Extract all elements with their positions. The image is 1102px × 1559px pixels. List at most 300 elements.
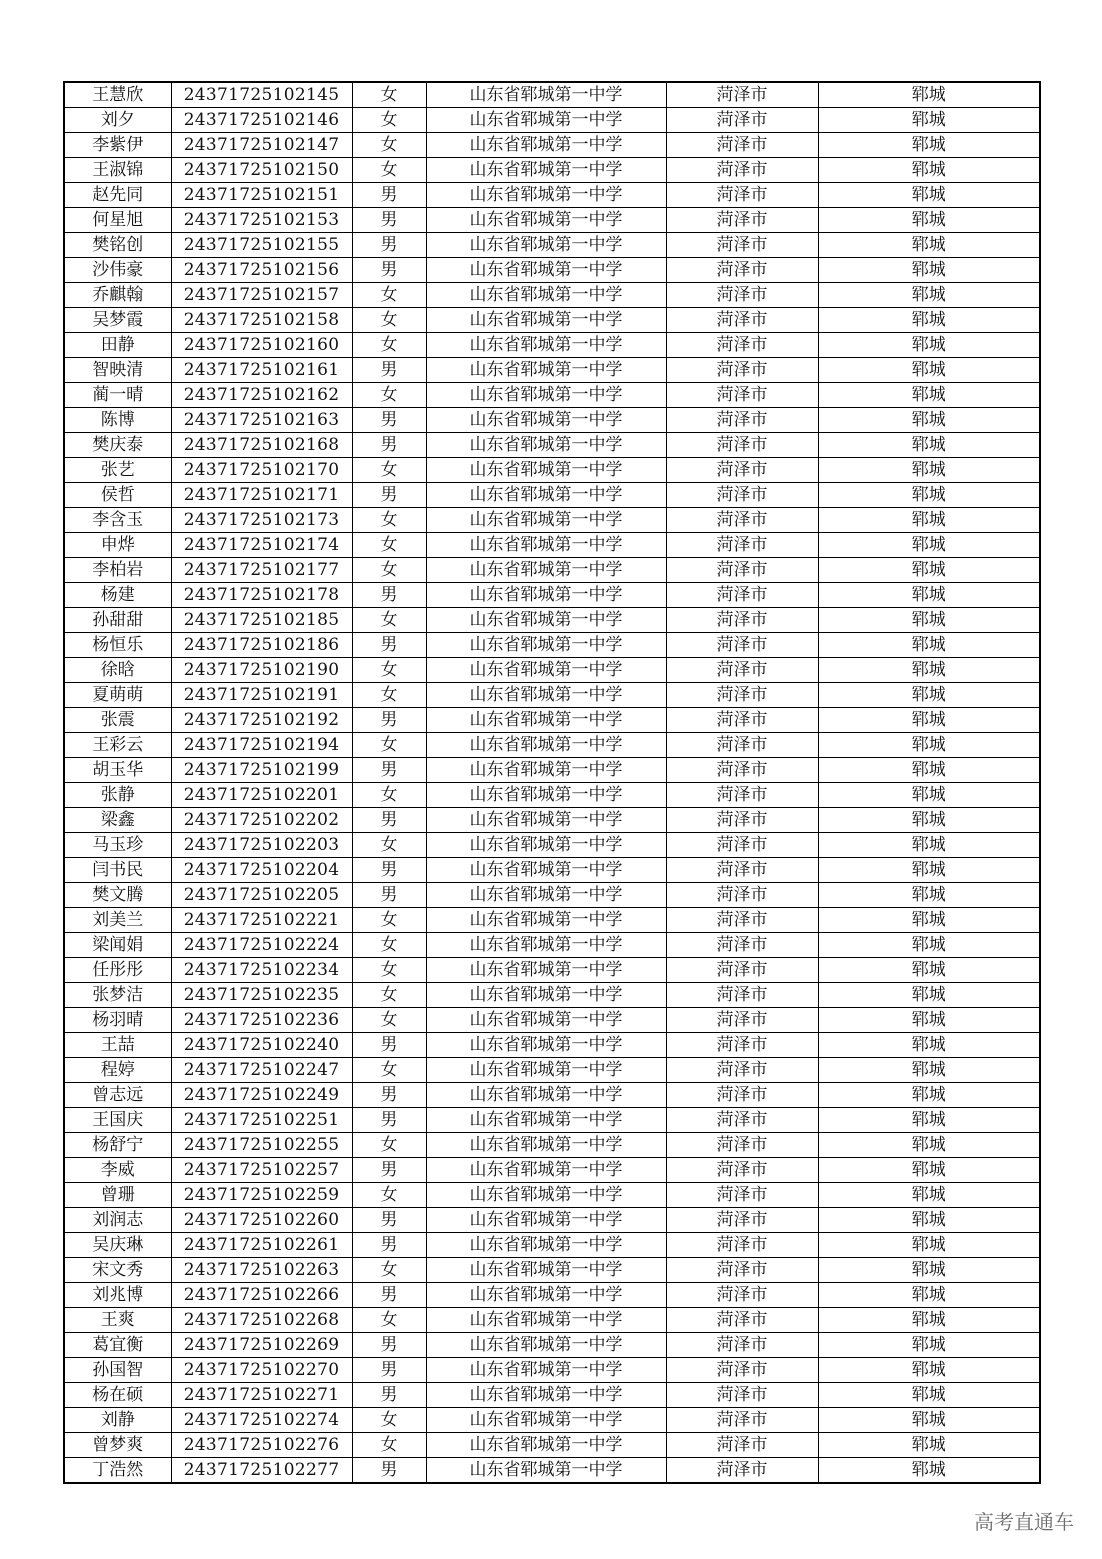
table-row xyxy=(64,1458,1040,1484)
cell-exam-id: 24371725102260 xyxy=(171,1208,352,1233)
cell-county: 郓城 xyxy=(818,758,1040,783)
cell-gender: 女 xyxy=(352,683,426,708)
cell-exam-id: 24371725102249 xyxy=(171,1083,352,1108)
cell-city: 菏泽市 xyxy=(666,858,818,883)
cell-school: 山东省郓城第一中学 xyxy=(426,208,666,233)
cell-city: 菏泽市 xyxy=(666,458,818,483)
cell-county: 郓城 xyxy=(818,533,1040,558)
cell-gender: 女 xyxy=(352,1433,426,1458)
cell-city: 菏泽市 xyxy=(666,1333,818,1358)
cell-city: 菏泽市 xyxy=(666,1108,818,1133)
table-row xyxy=(64,633,1040,658)
cell-name: 樊铭创 xyxy=(64,233,171,258)
cell-name: 孙甜甜 xyxy=(64,608,171,633)
table-row xyxy=(64,133,1040,158)
cell-city: 菏泽市 xyxy=(666,1233,818,1258)
table-row xyxy=(64,833,1040,858)
cell-county: 郓城 xyxy=(818,908,1040,933)
cell-name: 梁鑫 xyxy=(64,808,171,833)
table-row xyxy=(64,583,1040,608)
table-row xyxy=(64,1108,1040,1133)
cell-name: 刘润志 xyxy=(64,1208,171,1233)
cell-exam-id: 24371725102235 xyxy=(171,983,352,1008)
cell-name: 申烨 xyxy=(64,533,171,558)
table-row xyxy=(64,1233,1040,1258)
cell-exam-id: 24371725102274 xyxy=(171,1408,352,1433)
cell-gender: 男 xyxy=(352,1458,426,1484)
cell-gender: 男 xyxy=(352,483,426,508)
cell-school: 山东省郓城第一中学 xyxy=(426,458,666,483)
cell-county: 郓城 xyxy=(818,408,1040,433)
cell-city: 菏泽市 xyxy=(666,1433,818,1458)
cell-gender: 男 xyxy=(352,708,426,733)
cell-name: 闫书民 xyxy=(64,858,171,883)
cell-exam-id: 24371725102255 xyxy=(171,1133,352,1158)
cell-school: 山东省郓城第一中学 xyxy=(426,583,666,608)
cell-school: 山东省郓城第一中学 xyxy=(426,383,666,408)
cell-exam-id: 24371725102194 xyxy=(171,733,352,758)
cell-school: 山东省郓城第一中学 xyxy=(426,1333,666,1358)
cell-name: 吴庆琳 xyxy=(64,1233,171,1258)
cell-gender: 男 xyxy=(352,858,426,883)
cell-gender: 女 xyxy=(352,333,426,358)
cell-exam-id: 24371725102158 xyxy=(171,308,352,333)
table-row xyxy=(64,383,1040,408)
cell-gender: 女 xyxy=(352,733,426,758)
cell-exam-id: 24371725102234 xyxy=(171,958,352,983)
cell-exam-id: 24371725102155 xyxy=(171,233,352,258)
cell-county: 郓城 xyxy=(818,1183,1040,1208)
cell-gender: 男 xyxy=(352,808,426,833)
cell-exam-id: 24371725102190 xyxy=(171,658,352,683)
table-row xyxy=(64,1283,1040,1308)
cell-name: 程婷 xyxy=(64,1058,171,1083)
cell-city: 菏泽市 xyxy=(666,108,818,133)
cell-name: 宋文秀 xyxy=(64,1258,171,1283)
table-row xyxy=(64,508,1040,533)
cell-county: 郓城 xyxy=(818,283,1040,308)
cell-school: 山东省郓城第一中学 xyxy=(426,608,666,633)
cell-name: 李含玉 xyxy=(64,508,171,533)
cell-county: 郓城 xyxy=(818,683,1040,708)
cell-name: 马玉珍 xyxy=(64,833,171,858)
cell-county: 郓城 xyxy=(818,658,1040,683)
cell-county: 郓城 xyxy=(818,1358,1040,1383)
cell-county: 郓城 xyxy=(818,1133,1040,1158)
table-row xyxy=(64,82,1040,108)
cell-school: 山东省郓城第一中学 xyxy=(426,1308,666,1333)
cell-exam-id: 24371725102146 xyxy=(171,108,352,133)
cell-city: 菏泽市 xyxy=(666,508,818,533)
cell-gender: 男 xyxy=(352,1283,426,1308)
cell-city: 菏泽市 xyxy=(666,658,818,683)
cell-gender: 女 xyxy=(352,933,426,958)
cell-exam-id: 24371725102170 xyxy=(171,458,352,483)
cell-exam-id: 24371725102201 xyxy=(171,783,352,808)
roster-body xyxy=(64,82,1040,1483)
table-row xyxy=(64,183,1040,208)
cell-city: 菏泽市 xyxy=(666,1083,818,1108)
cell-name: 夏萌萌 xyxy=(64,683,171,708)
table-row xyxy=(64,683,1040,708)
cell-county: 郓城 xyxy=(818,883,1040,908)
cell-county: 郓城 xyxy=(818,858,1040,883)
cell-gender: 女 xyxy=(352,783,426,808)
cell-gender: 男 xyxy=(352,583,426,608)
cell-gender: 女 xyxy=(352,608,426,633)
cell-name: 王淑锦 xyxy=(64,158,171,183)
table-row xyxy=(64,283,1040,308)
cell-exam-id: 24371725102240 xyxy=(171,1033,352,1058)
cell-name: 智映清 xyxy=(64,358,171,383)
cell-city: 菏泽市 xyxy=(666,1133,818,1158)
cell-name: 田静 xyxy=(64,333,171,358)
cell-city: 菏泽市 xyxy=(666,408,818,433)
table-row xyxy=(64,333,1040,358)
cell-county: 郓城 xyxy=(818,1033,1040,1058)
cell-gender: 女 xyxy=(352,658,426,683)
cell-city: 菏泽市 xyxy=(666,82,818,108)
table-row xyxy=(64,608,1040,633)
cell-name: 蔺一晴 xyxy=(64,383,171,408)
cell-city: 菏泽市 xyxy=(666,433,818,458)
cell-city: 菏泽市 xyxy=(666,1258,818,1283)
table-row xyxy=(64,1008,1040,1033)
cell-name: 何星旭 xyxy=(64,208,171,233)
cell-gender: 女 xyxy=(352,133,426,158)
table-row xyxy=(64,1383,1040,1408)
table-row xyxy=(64,1033,1040,1058)
table-row xyxy=(64,1333,1040,1358)
cell-school: 山东省郓城第一中学 xyxy=(426,133,666,158)
cell-county: 郓城 xyxy=(818,258,1040,283)
cell-city: 菏泽市 xyxy=(666,1358,818,1383)
cell-exam-id: 24371725102192 xyxy=(171,708,352,733)
cell-school: 山东省郓城第一中学 xyxy=(426,983,666,1008)
cell-gender: 女 xyxy=(352,1258,426,1283)
cell-county: 郓城 xyxy=(818,308,1040,333)
cell-city: 菏泽市 xyxy=(666,683,818,708)
cell-gender: 女 xyxy=(352,108,426,133)
cell-city: 菏泽市 xyxy=(666,383,818,408)
cell-exam-id: 24371725102160 xyxy=(171,333,352,358)
table-row xyxy=(64,1308,1040,1333)
cell-school: 山东省郓城第一中学 xyxy=(426,633,666,658)
table-row xyxy=(64,733,1040,758)
cell-school: 山东省郓城第一中学 xyxy=(426,483,666,508)
cell-gender: 男 xyxy=(352,1158,426,1183)
cell-school: 山东省郓城第一中学 xyxy=(426,1033,666,1058)
cell-school: 山东省郓城第一中学 xyxy=(426,533,666,558)
cell-city: 菏泽市 xyxy=(666,1033,818,1058)
table-row xyxy=(64,258,1040,283)
cell-city: 菏泽市 xyxy=(666,758,818,783)
cell-gender: 女 xyxy=(352,158,426,183)
cell-county: 郓城 xyxy=(818,808,1040,833)
table-row xyxy=(64,708,1040,733)
cell-school: 山东省郓城第一中学 xyxy=(426,1158,666,1183)
cell-county: 郓城 xyxy=(818,1283,1040,1308)
cell-gender: 女 xyxy=(352,82,426,108)
cell-name: 任彤彤 xyxy=(64,958,171,983)
cell-school: 山东省郓城第一中学 xyxy=(426,1058,666,1083)
cell-county: 郓城 xyxy=(818,783,1040,808)
cell-name: 樊庆泰 xyxy=(64,433,171,458)
cell-county: 郓城 xyxy=(818,1408,1040,1433)
cell-name: 胡玉华 xyxy=(64,758,171,783)
cell-county: 郓城 xyxy=(818,1158,1040,1183)
cell-county: 郓城 xyxy=(818,458,1040,483)
cell-exam-id: 24371725102204 xyxy=(171,858,352,883)
cell-school: 山东省郓城第一中学 xyxy=(426,1233,666,1258)
cell-school: 山东省郓城第一中学 xyxy=(426,658,666,683)
watermark-text: 高考直通车 xyxy=(974,1510,1074,1534)
cell-school: 山东省郓城第一中学 xyxy=(426,1083,666,1108)
cell-county: 郓城 xyxy=(818,108,1040,133)
cell-gender: 女 xyxy=(352,308,426,333)
cell-county: 郓城 xyxy=(818,1083,1040,1108)
cell-city: 菏泽市 xyxy=(666,1458,818,1484)
cell-exam-id: 24371725102263 xyxy=(171,1258,352,1283)
cell-school: 山东省郓城第一中学 xyxy=(426,558,666,583)
cell-name: 张梦洁 xyxy=(64,983,171,1008)
cell-gender: 女 xyxy=(352,908,426,933)
cell-gender: 女 xyxy=(352,1008,426,1033)
cell-gender: 男 xyxy=(352,1358,426,1383)
cell-county: 郓城 xyxy=(818,483,1040,508)
table-row xyxy=(64,1408,1040,1433)
cell-city: 菏泽市 xyxy=(666,983,818,1008)
cell-county: 郓城 xyxy=(818,958,1040,983)
cell-gender: 女 xyxy=(352,983,426,1008)
cell-gender: 女 xyxy=(352,458,426,483)
cell-county: 郓城 xyxy=(818,608,1040,633)
cell-exam-id: 24371725102162 xyxy=(171,383,352,408)
cell-school: 山东省郓城第一中学 xyxy=(426,1433,666,1458)
cell-gender: 男 xyxy=(352,1233,426,1258)
cell-gender: 男 xyxy=(352,183,426,208)
cell-name: 李柏岩 xyxy=(64,558,171,583)
cell-city: 菏泽市 xyxy=(666,308,818,333)
cell-county: 郓城 xyxy=(818,1233,1040,1258)
cell-county: 郓城 xyxy=(818,208,1040,233)
cell-county: 郓城 xyxy=(818,1208,1040,1233)
cell-school: 山东省郓城第一中学 xyxy=(426,833,666,858)
table-row xyxy=(64,1158,1040,1183)
table-row xyxy=(64,1208,1040,1233)
cell-school: 山东省郓城第一中学 xyxy=(426,1008,666,1033)
cell-city: 菏泽市 xyxy=(666,833,818,858)
student-roster-table xyxy=(63,81,1041,1484)
table-row xyxy=(64,858,1040,883)
cell-city: 菏泽市 xyxy=(666,608,818,633)
cell-city: 菏泽市 xyxy=(666,158,818,183)
cell-county: 郓城 xyxy=(818,633,1040,658)
table-row xyxy=(64,533,1040,558)
cell-exam-id: 24371725102153 xyxy=(171,208,352,233)
cell-school: 山东省郓城第一中学 xyxy=(426,258,666,283)
cell-city: 菏泽市 xyxy=(666,1408,818,1433)
cell-name: 曾志远 xyxy=(64,1083,171,1108)
cell-name: 侯哲 xyxy=(64,483,171,508)
cell-school: 山东省郓城第一中学 xyxy=(426,908,666,933)
cell-exam-id: 24371725102171 xyxy=(171,483,352,508)
cell-gender: 女 xyxy=(352,958,426,983)
cell-school: 山东省郓城第一中学 xyxy=(426,308,666,333)
cell-exam-id: 24371725102178 xyxy=(171,583,352,608)
table-row xyxy=(64,758,1040,783)
cell-city: 菏泽市 xyxy=(666,258,818,283)
table-row xyxy=(64,1433,1040,1458)
cell-school: 山东省郓城第一中学 xyxy=(426,508,666,533)
cell-gender: 男 xyxy=(352,208,426,233)
cell-city: 菏泽市 xyxy=(666,783,818,808)
table-row xyxy=(64,483,1040,508)
cell-gender: 女 xyxy=(352,1308,426,1333)
cell-school: 山东省郓城第一中学 xyxy=(426,358,666,383)
cell-gender: 女 xyxy=(352,383,426,408)
cell-city: 菏泽市 xyxy=(666,133,818,158)
cell-city: 菏泽市 xyxy=(666,1058,818,1083)
cell-school: 山东省郓城第一中学 xyxy=(426,333,666,358)
table-row xyxy=(64,1083,1040,1108)
cell-school: 山东省郓城第一中学 xyxy=(426,433,666,458)
cell-city: 菏泽市 xyxy=(666,483,818,508)
cell-name: 刘静 xyxy=(64,1408,171,1433)
cell-county: 郓城 xyxy=(818,233,1040,258)
cell-school: 山东省郓城第一中学 xyxy=(426,1258,666,1283)
cell-city: 菏泽市 xyxy=(666,558,818,583)
cell-name: 樊文腾 xyxy=(64,883,171,908)
cell-name: 杨在硕 xyxy=(64,1383,171,1408)
cell-exam-id: 24371725102268 xyxy=(171,1308,352,1333)
cell-gender: 女 xyxy=(352,558,426,583)
cell-gender: 女 xyxy=(352,533,426,558)
cell-exam-id: 24371725102161 xyxy=(171,358,352,383)
table-row xyxy=(64,358,1040,383)
cell-gender: 男 xyxy=(352,758,426,783)
cell-city: 菏泽市 xyxy=(666,933,818,958)
cell-gender: 男 xyxy=(352,408,426,433)
cell-school: 山东省郓城第一中学 xyxy=(426,758,666,783)
cell-name: 曾梦爽 xyxy=(64,1433,171,1458)
cell-name: 张静 xyxy=(64,783,171,808)
cell-name: 梁闻娟 xyxy=(64,933,171,958)
cell-name: 张震 xyxy=(64,708,171,733)
cell-exam-id: 24371725102224 xyxy=(171,933,352,958)
cell-county: 郓城 xyxy=(818,1433,1040,1458)
cell-exam-id: 24371725102157 xyxy=(171,283,352,308)
cell-exam-id: 24371725102270 xyxy=(171,1358,352,1383)
cell-name: 徐晗 xyxy=(64,658,171,683)
cell-exam-id: 24371725102205 xyxy=(171,883,352,908)
cell-city: 菏泽市 xyxy=(666,908,818,933)
cell-county: 郓城 xyxy=(818,1008,1040,1033)
cell-gender: 男 xyxy=(352,1208,426,1233)
cell-school: 山东省郓城第一中学 xyxy=(426,883,666,908)
cell-name: 李紫伊 xyxy=(64,133,171,158)
cell-exam-id: 24371725102191 xyxy=(171,683,352,708)
cell-school: 山东省郓城第一中学 xyxy=(426,783,666,808)
cell-county: 郓城 xyxy=(818,133,1040,158)
cell-exam-id: 24371725102147 xyxy=(171,133,352,158)
cell-name: 丁浩然 xyxy=(64,1458,171,1484)
cell-school: 山东省郓城第一中学 xyxy=(426,408,666,433)
cell-city: 菏泽市 xyxy=(666,283,818,308)
table-row xyxy=(64,1133,1040,1158)
cell-name: 王国庆 xyxy=(64,1108,171,1133)
cell-exam-id: 24371725102156 xyxy=(171,258,352,283)
cell-exam-id: 24371725102247 xyxy=(171,1058,352,1083)
cell-gender: 男 xyxy=(352,1333,426,1358)
cell-name: 王彩云 xyxy=(64,733,171,758)
table-row xyxy=(64,1058,1040,1083)
cell-name: 杨羽晴 xyxy=(64,1008,171,1033)
cell-school: 山东省郓城第一中学 xyxy=(426,933,666,958)
cell-county: 郓城 xyxy=(818,158,1040,183)
cell-name: 葛宜衡 xyxy=(64,1333,171,1358)
cell-county: 郓城 xyxy=(818,82,1040,108)
cell-school: 山东省郓城第一中学 xyxy=(426,283,666,308)
cell-gender: 女 xyxy=(352,283,426,308)
table-row xyxy=(64,233,1040,258)
cell-gender: 男 xyxy=(352,358,426,383)
cell-school: 山东省郓城第一中学 xyxy=(426,1183,666,1208)
cell-gender: 女 xyxy=(352,1133,426,1158)
table-row xyxy=(64,108,1040,133)
cell-exam-id: 24371725102150 xyxy=(171,158,352,183)
cell-county: 郓城 xyxy=(818,733,1040,758)
cell-city: 菏泽市 xyxy=(666,808,818,833)
cell-city: 菏泽市 xyxy=(666,208,818,233)
cell-exam-id: 24371725102168 xyxy=(171,433,352,458)
cell-city: 菏泽市 xyxy=(666,1308,818,1333)
cell-exam-id: 24371725102151 xyxy=(171,183,352,208)
cell-gender: 男 xyxy=(352,1383,426,1408)
cell-city: 菏泽市 xyxy=(666,183,818,208)
cell-school: 山东省郓城第一中学 xyxy=(426,183,666,208)
cell-city: 菏泽市 xyxy=(666,1008,818,1033)
cell-name: 刘兆博 xyxy=(64,1283,171,1308)
cell-gender: 男 xyxy=(352,233,426,258)
cell-gender: 男 xyxy=(352,258,426,283)
cell-gender: 女 xyxy=(352,1408,426,1433)
cell-school: 山东省郓城第一中学 xyxy=(426,1133,666,1158)
cell-gender: 男 xyxy=(352,433,426,458)
cell-city: 菏泽市 xyxy=(666,583,818,608)
cell-gender: 男 xyxy=(352,633,426,658)
cell-name: 杨建 xyxy=(64,583,171,608)
cell-gender: 男 xyxy=(352,1033,426,1058)
cell-exam-id: 24371725102185 xyxy=(171,608,352,633)
cell-school: 山东省郓城第一中学 xyxy=(426,158,666,183)
cell-exam-id: 24371725102177 xyxy=(171,558,352,583)
cell-school: 山东省郓城第一中学 xyxy=(426,1108,666,1133)
cell-exam-id: 24371725102145 xyxy=(171,82,352,108)
table-row xyxy=(64,1358,1040,1383)
cell-school: 山东省郓城第一中学 xyxy=(426,82,666,108)
cell-exam-id: 24371725102203 xyxy=(171,833,352,858)
cell-county: 郓城 xyxy=(818,1058,1040,1083)
table-row xyxy=(64,1258,1040,1283)
cell-name: 乔麒翰 xyxy=(64,283,171,308)
cell-exam-id: 24371725102199 xyxy=(171,758,352,783)
cell-county: 郓城 xyxy=(818,1383,1040,1408)
cell-school: 山东省郓城第一中学 xyxy=(426,1383,666,1408)
cell-county: 郓城 xyxy=(818,558,1040,583)
cell-exam-id: 24371725102277 xyxy=(171,1458,352,1484)
cell-exam-id: 24371725102269 xyxy=(171,1333,352,1358)
